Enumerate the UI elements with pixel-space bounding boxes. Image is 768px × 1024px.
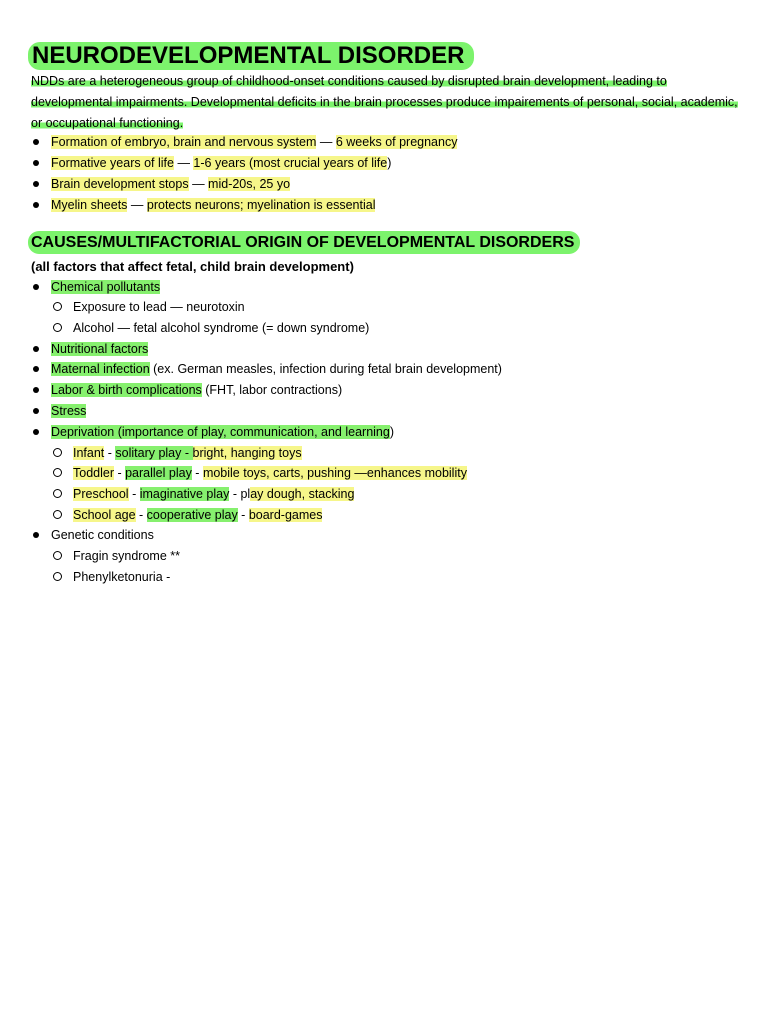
page-title: NEURODEVELOPMENTAL DISORDER — [28, 42, 474, 70]
intro-line-2: developmental impairments. Developmental deficits in the brain processes produce impairements of personal, social, academic, — [31, 95, 738, 109]
intro-line-1: NDDs are a heterogeneous group of childhood-onset conditions caused by disrupted brain development, leading to — [31, 74, 667, 88]
intro-line-3: or occupational functioning. — [31, 116, 184, 130]
section-heading: CAUSES/MULTIFACTORIAL ORIGIN OF DEVELOPMENTAL DISORDERS — [28, 231, 580, 254]
document-page: NEURODEVELOPMENTAL DISORDER NDDs are a heterogeneous group of childhood-onset conditions caused by disrupted brain development, leading to developmental impairments. Developmental deficits in the brain processes produce impairements of personal, social, academic, or occupational functioning. Formation of embryo, brain and nervous system — 6 weeks of pregnancy Formative years of life — 1-6 years (most crucial years of life) Brain development stops — mid-20s, 25 yo Myelin sheets — protects neurons; myelination is essential CAUSES/MULTIFACTORIAL ORIGIN OF DEVELOPMENTAL DISORDERS (all factors that affect fetal, child brain development) Chemical pollutants Exposure to lead — neurotoxin Alcohol — fetal alcohol syndrome (= down syndrome) Nutritional factors Maternal infection (ex. German measles, infection during fetal brain development) Labor & birth complications (FHT, labor contractions) Stress Deprivation (importance of play, communication, and learning) Infant - solitary play - bright, hanging toys Toddler - parallel play - mobile toys, carts, pushing —enhances mobility Preschool - imaginative play - play dough, stacking School age - cooperative play - board-games Genetic conditions Fragin syndrome ** Phenylketonuria - — [0, 0, 768, 1024]
section-subheading: (all factors that affect fetal, child brain development) — [31, 259, 354, 274]
intro-paragraph — [31, 71, 741, 134]
